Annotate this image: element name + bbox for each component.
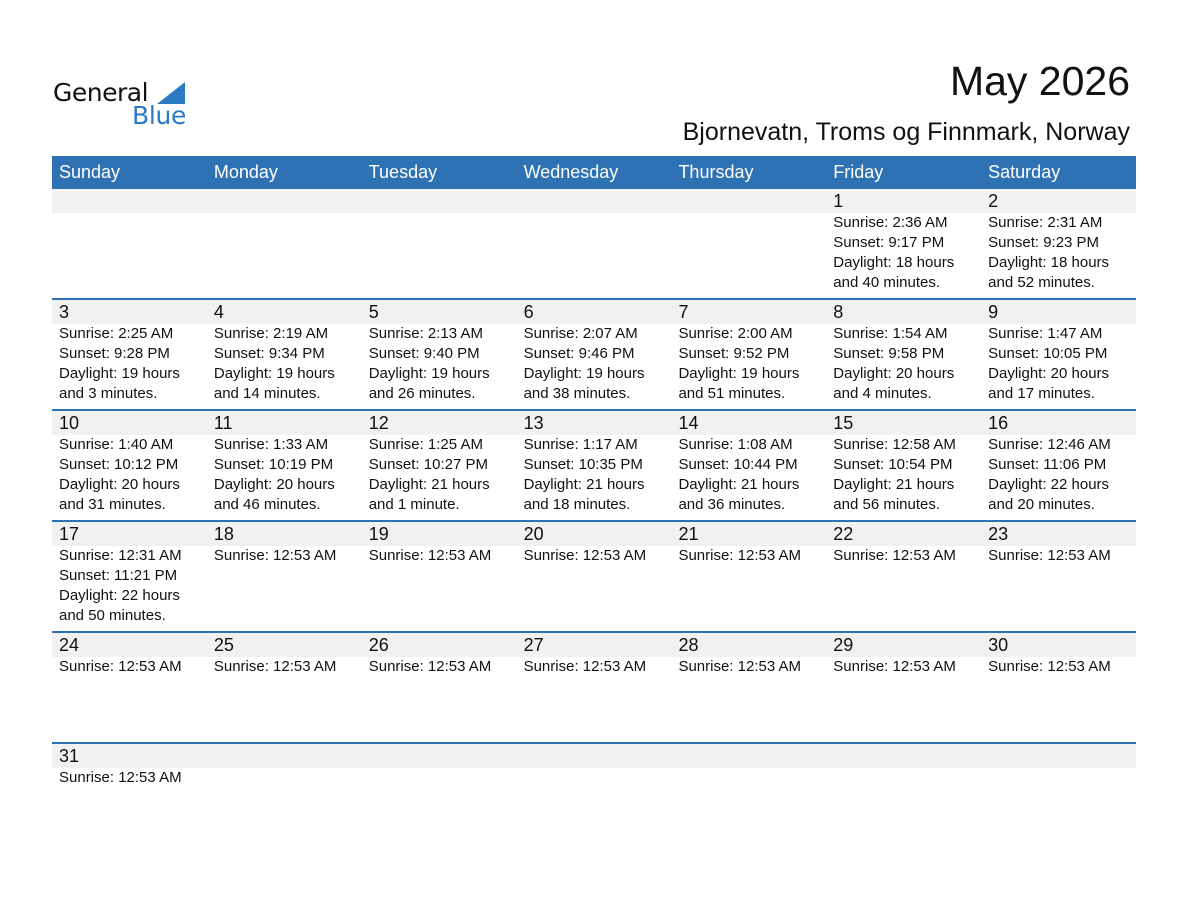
- day-number: 19: [368, 524, 389, 544]
- daylight-text: Daylight: 19 hours: [213, 365, 335, 382]
- logo-word-general: General: [53, 78, 149, 107]
- sunset-text: Sunset: 10:12 PM: [59, 456, 179, 473]
- sunrise-text: Sunrise: 12:53 AM: [678, 547, 802, 564]
- day-cell: [52, 435, 207, 520]
- sunrise-text: Sunrise: 1:54 AM: [833, 325, 948, 342]
- day-cell: [671, 435, 826, 520]
- day-number: [671, 744, 826, 768]
- day-number: 4: [213, 302, 224, 322]
- sunset-text: Sunset: 11:06 PM: [988, 456, 1107, 473]
- sunrise-text: Sunrise: 12:53 AM: [988, 658, 1111, 675]
- day-details-row: [52, 213, 1136, 298]
- sunrise-text: Sunrise: 2:07 AM: [523, 325, 638, 342]
- daylight-text: and 31 minutes.: [59, 496, 166, 513]
- day-cell: [517, 324, 672, 409]
- daylight-text: and 26 minutes.: [368, 385, 476, 402]
- day-number: 17: [59, 524, 80, 544]
- day-number: 2: [988, 191, 999, 211]
- day-number: 16: [988, 413, 1009, 433]
- day-cell: [362, 324, 517, 409]
- day-cell: [671, 768, 826, 828]
- daylight-text: and 52 minutes.: [988, 274, 1095, 291]
- day-number: [517, 744, 672, 768]
- day-cell: [826, 657, 981, 742]
- day-cell: [517, 213, 672, 298]
- day-number: [52, 189, 207, 213]
- sunset-text: Sunset: 9:46 PM: [523, 345, 635, 362]
- day-cell: [52, 324, 207, 409]
- sunrise-text: Sunrise: 12:46 AM: [988, 436, 1111, 453]
- day-cell: [207, 657, 362, 742]
- day-cell: [362, 435, 517, 520]
- daylight-text: Daylight: 19 hours: [368, 365, 490, 382]
- calendar-grid: [52, 156, 1136, 828]
- day-cell: [52, 546, 207, 631]
- sunset-text: Sunset: 10:05 PM: [988, 345, 1108, 362]
- day-number: 20: [523, 524, 544, 544]
- sunrise-text: Sunrise: 1:17 AM: [523, 436, 638, 453]
- day-number: 1: [833, 191, 844, 211]
- daylight-text: and 36 minutes.: [678, 496, 786, 513]
- day-number: [362, 189, 517, 213]
- day-cell: [362, 657, 517, 742]
- day-number: [207, 189, 362, 213]
- day-details-row: [52, 546, 1136, 631]
- day-cell: [826, 546, 981, 631]
- sunrise-text: Sunrise: 12:53 AM: [368, 658, 492, 675]
- daylight-text: Daylight: 20 hours: [988, 365, 1110, 382]
- daylight-text: and 4 minutes.: [833, 385, 932, 402]
- day-cell: [826, 213, 981, 298]
- day-cell: [671, 546, 826, 631]
- day-number: [207, 744, 362, 768]
- day-cell: [981, 435, 1136, 520]
- daylight-text: and 1 minute.: [368, 496, 460, 513]
- day-number: 7: [678, 302, 689, 322]
- day-number: [826, 744, 981, 768]
- day-cell: [52, 213, 207, 298]
- calendar-week: [52, 742, 1136, 828]
- day-cell: [52, 768, 207, 828]
- day-number: 24: [59, 635, 80, 655]
- calendar-weeks: [52, 189, 1136, 828]
- weekday-header: [52, 156, 1136, 189]
- daylight-text: Daylight: 21 hours: [368, 476, 490, 493]
- sunrise-text: Sunrise: 2:13 AM: [368, 325, 483, 342]
- sunrise-text: Sunrise: 12:53 AM: [678, 658, 802, 675]
- daylight-text: Daylight: 18 hours: [833, 254, 955, 271]
- day-details-row: [52, 768, 1136, 828]
- day-details-row: [52, 435, 1136, 520]
- sunrise-text: Sunrise: 12:58 AM: [833, 436, 956, 453]
- sunrise-text: Sunrise: 12:53 AM: [523, 658, 647, 675]
- sunset-text: Sunset: 9:52 PM: [678, 345, 790, 362]
- daylight-text: Daylight: 19 hours: [59, 365, 180, 382]
- day-number: 12: [368, 413, 389, 433]
- day-number: 23: [988, 524, 1009, 544]
- calendar-week: [52, 631, 1136, 742]
- day-number: 5: [368, 302, 379, 322]
- sunrise-text: Sunrise: 1:33 AM: [213, 436, 329, 453]
- daylight-text: and 50 minutes.: [59, 607, 166, 624]
- sunrise-text: Sunrise: 12:53 AM: [213, 658, 337, 675]
- sunrise-text: Sunrise: 1:08 AM: [678, 436, 793, 453]
- daylight-text: and 56 minutes.: [833, 496, 941, 513]
- sunset-text: Sunset: 10:44 PM: [678, 456, 798, 473]
- day-number: 6: [523, 302, 534, 322]
- sunset-text: Sunset: 10:27 PM: [368, 456, 488, 473]
- sunset-text: Sunset: 9:17 PM: [833, 234, 945, 251]
- day-cell: [207, 324, 362, 409]
- weekday-thursday: Thursday: [678, 162, 754, 182]
- day-cell: [52, 657, 207, 742]
- day-cell: [981, 657, 1136, 742]
- day-number: 22: [833, 524, 854, 544]
- day-cell: [517, 657, 672, 742]
- day-cell: [826, 324, 981, 409]
- day-number: [671, 189, 826, 213]
- day-details-row: [52, 324, 1136, 409]
- sunrise-text: Sunrise: 12:31 AM: [59, 547, 182, 564]
- day-cell: [981, 546, 1136, 631]
- daylight-text: and 38 minutes.: [523, 385, 631, 402]
- day-details-row: [52, 657, 1136, 742]
- day-cell: [207, 768, 362, 828]
- day-number: 9: [988, 302, 999, 322]
- day-number: 15: [833, 413, 854, 433]
- day-cell: [826, 768, 981, 828]
- date-number-row: [52, 189, 1136, 213]
- sunset-text: Sunset: 10:54 PM: [833, 456, 953, 473]
- day-number: [517, 189, 672, 213]
- date-number-row: [52, 633, 1136, 657]
- sunrise-text: Sunrise: 12:53 AM: [59, 658, 182, 675]
- day-number: [981, 744, 1136, 768]
- sunrise-text: Sunrise: 1:25 AM: [368, 436, 483, 453]
- daylight-text: Daylight: 18 hours: [988, 254, 1110, 271]
- sunrise-text: Sunrise: 12:53 AM: [988, 547, 1111, 564]
- sunrise-text: Sunrise: 12:53 AM: [213, 547, 337, 564]
- logo-word-blue: Blue: [132, 101, 187, 130]
- daylight-text: and 14 minutes.: [213, 385, 321, 402]
- calendar-week: [52, 409, 1136, 520]
- sunrise-text: Sunrise: 12:53 AM: [833, 547, 956, 564]
- day-number: [362, 744, 517, 768]
- sunrise-text: Sunrise: 12:53 AM: [523, 547, 647, 564]
- daylight-text: Daylight: 20 hours: [59, 476, 180, 493]
- date-number-row: [52, 744, 1136, 768]
- weekday-monday: Monday: [213, 162, 278, 182]
- location-subtitle: Bjornevatn, Troms og Finnmark, Norway: [682, 118, 1130, 146]
- calendar-week: [52, 520, 1136, 631]
- sunrise-text: Sunrise: 2:19 AM: [213, 325, 329, 342]
- sunset-text: Sunset: 9:34 PM: [213, 345, 325, 362]
- day-number: 18: [213, 524, 234, 544]
- day-number: 21: [678, 524, 699, 544]
- sunrise-text: Sunrise: 2:25 AM: [59, 325, 174, 342]
- day-cell: [517, 768, 672, 828]
- calendar-week: [52, 298, 1136, 409]
- day-number: 27: [523, 635, 544, 655]
- sunset-text: Sunset: 9:23 PM: [988, 234, 1100, 251]
- sunrise-text: Sunrise: 2:00 AM: [678, 325, 793, 342]
- day-number: 26: [368, 635, 389, 655]
- logo: [53, 78, 193, 130]
- day-cell: [207, 435, 362, 520]
- daylight-text: and 3 minutes.: [59, 385, 158, 402]
- day-number: 28: [678, 635, 699, 655]
- day-cell: [362, 213, 517, 298]
- day-cell: [981, 324, 1136, 409]
- daylight-text: Daylight: 20 hours: [833, 365, 955, 382]
- sunrise-text: Sunrise: 12:53 AM: [368, 547, 492, 564]
- daylight-text: and 17 minutes.: [988, 385, 1095, 402]
- weekday-sunday: Sunday: [59, 162, 121, 182]
- day-cell: [671, 213, 826, 298]
- daylight-text: and 18 minutes.: [523, 496, 631, 513]
- date-number-row: [52, 522, 1136, 546]
- day-cell: [671, 657, 826, 742]
- sunset-text: Sunset: 9:40 PM: [368, 345, 480, 362]
- day-cell: [362, 546, 517, 631]
- daylight-text: and 51 minutes.: [678, 385, 786, 402]
- date-number-row: [52, 300, 1136, 324]
- day-cell: [981, 768, 1136, 828]
- daylight-text: Daylight: 22 hours: [988, 476, 1110, 493]
- calendar-week: [52, 189, 1136, 298]
- daylight-text: and 40 minutes.: [833, 274, 941, 291]
- day-cell: [207, 546, 362, 631]
- sunrise-text: Sunrise: 2:31 AM: [988, 214, 1103, 231]
- day-cell: [981, 213, 1136, 298]
- day-number: 11: [213, 413, 233, 433]
- daylight-text: Daylight: 21 hours: [678, 476, 800, 493]
- day-cell: [207, 213, 362, 298]
- sunrise-text: Sunrise: 1:40 AM: [59, 436, 174, 453]
- daylight-text: Daylight: 20 hours: [213, 476, 335, 493]
- weekday-tuesday: Tuesday: [368, 162, 438, 182]
- day-cell: [362, 768, 517, 828]
- daylight-text: Daylight: 19 hours: [523, 365, 645, 382]
- date-number-row: [52, 411, 1136, 435]
- day-cell: [826, 435, 981, 520]
- day-cell: [517, 435, 672, 520]
- day-number: 8: [833, 302, 844, 322]
- daylight-text: Daylight: 22 hours: [59, 587, 180, 604]
- day-number: 30: [988, 635, 1009, 655]
- sunrise-text: Sunrise: 1:47 AM: [988, 325, 1103, 342]
- sunset-text: Sunset: 9:28 PM: [59, 345, 170, 362]
- weekday-saturday: Saturday: [988, 162, 1061, 182]
- day-cell: [517, 546, 672, 631]
- sunrise-text: Sunrise: 2:36 AM: [833, 214, 948, 231]
- sunset-text: Sunset: 11:21 PM: [59, 567, 178, 584]
- day-number: 25: [213, 635, 234, 655]
- daylight-text: Daylight: 21 hours: [833, 476, 955, 493]
- daylight-text: and 46 minutes.: [213, 496, 321, 513]
- daylight-text: and 20 minutes.: [988, 496, 1095, 513]
- weekday-friday: Friday: [833, 162, 884, 182]
- day-cell: [671, 324, 826, 409]
- day-number: 3: [59, 302, 70, 322]
- daylight-text: Daylight: 21 hours: [523, 476, 645, 493]
- sunset-text: Sunset: 10:35 PM: [523, 456, 643, 473]
- page-title: May 2026: [949, 58, 1130, 104]
- weekday-wednesday: Wednesday: [523, 162, 619, 182]
- day-number: 14: [678, 413, 699, 433]
- day-number: 10: [59, 413, 80, 433]
- day-number: 29: [833, 635, 854, 655]
- sunrise-text: Sunrise: 12:53 AM: [59, 769, 182, 786]
- day-number: 31: [59, 746, 80, 766]
- sunset-text: Sunset: 9:58 PM: [833, 345, 945, 362]
- day-number: 13: [523, 413, 544, 433]
- daylight-text: Daylight: 19 hours: [678, 365, 800, 382]
- sunrise-text: Sunrise: 12:53 AM: [833, 658, 956, 675]
- sunset-text: Sunset: 10:19 PM: [213, 456, 334, 473]
